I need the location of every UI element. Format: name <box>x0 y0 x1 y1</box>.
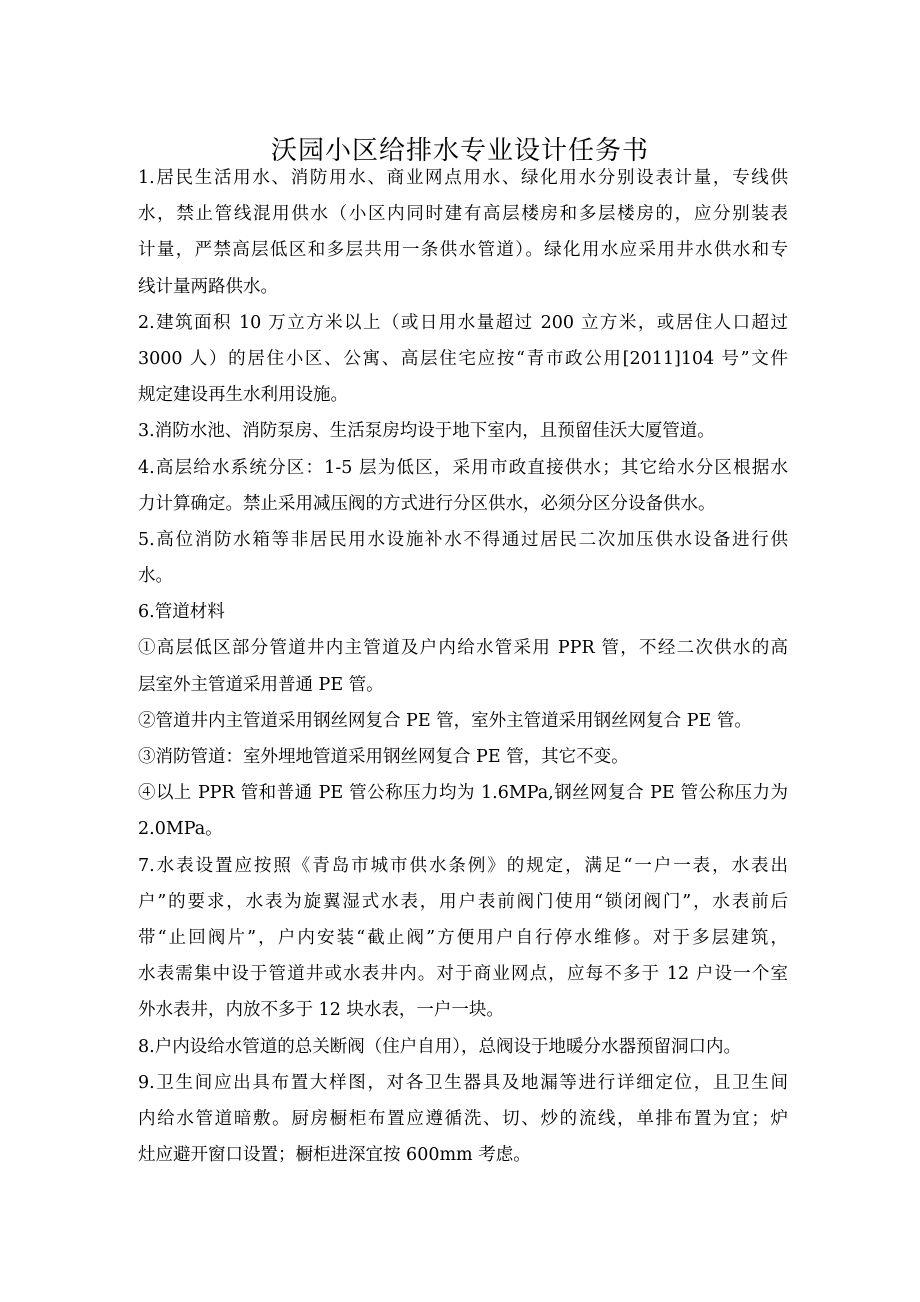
text-line: 3000 人）的居住小区、公寓、高层住宅应按“青市政公用[2011]104 号”文件 <box>138 348 788 369</box>
text-line: 外水表井，内放不多于 12 块水表，一户一块。 <box>138 1000 504 1021</box>
text-line: 灶应避开窗口设置；橱柜进深宜按 600mm 考虑。 <box>138 1145 531 1166</box>
text-line: 2.0MPa。 <box>138 819 223 840</box>
text-line: ③消防管道：室外埋地管道采用钢丝网复合 PE 管，其它不变。 <box>138 747 629 767</box>
text-line: 6.管道材料 <box>138 602 225 623</box>
text-line: 7.水表设置应按照《青岛市城市供水条例》的规定，满足“一户一表，水表出 <box>138 855 788 876</box>
text-line: 户”的要求，水表为旋翼湿式水表，用户表前阀门使用“锁闭阀门”，水表前后 <box>138 891 788 912</box>
text-line: 3.消防水池、消防泵房、生活泵房均设于地下室内，且预留佳沃大厦管道。 <box>138 421 715 442</box>
text-line: 水表需集中设于管道井或水表井内。对于商业网点，应每不多于 12 户设一个室 <box>138 964 788 985</box>
text-line: 水。 <box>138 566 173 587</box>
text-line: 规定建设再生水利用设施。 <box>138 385 348 406</box>
text-line: 2.建筑面积 10 万立方米以上（或日用水量超过 200 立方米，或居住人口超过 <box>138 312 788 333</box>
text-line: ②管道井内主管道采用钢丝网复合 PE 管，室外主管道采用钢丝网复合 PE 管。 <box>138 710 752 731</box>
text-line: 力计算确定。禁止采用减压阀的方式进行分区供水，必须分区分设备供水。 <box>138 493 716 514</box>
text-line: 水，禁止管线混用供水（小区内同时建有高层楼房和多层楼房的，应分别装表 <box>138 204 788 225</box>
text-line: 线计量两路供水。 <box>138 276 278 297</box>
text-line: 内给水管道暗敷。厨房橱柜布置应遵循洗、切、炒的流线，单排布置为宜；炉 <box>138 1108 788 1129</box>
text-line: 1.居民生活用水、消防用水、商业网点用水、绿化用水分别设表计量，专线供 <box>138 168 788 188</box>
text-line: 5.高位消防水箱等非居民用水设施补水不得通过居民二次加压供水设备进行供 <box>138 529 788 550</box>
text-line: 层室外主管道采用普通 PE 管。 <box>138 674 384 695</box>
document-body <box>138 160 788 1173</box>
text-line: ①高层低区部分管道井内主管道及户内给水管采用 PPR 管，不经二次供水的高 <box>138 638 788 659</box>
text-line: 9.卫生间应出具布置大样图，对各卫生器具及地漏等进行详细定位，且卫生间 <box>138 1072 788 1093</box>
text-line: 计量，严禁高层低区和多层共用一条供水管道）。绿化用水应采用井水供水和专 <box>138 240 788 261</box>
text-line: 4.高层给水系统分区：1-5 层为低区，采用市政直接供水；其它给水分区根据水 <box>138 457 788 478</box>
text-line: 8.户内设给水管道的总关断阀（住户自用），总阀设于地暖分水器预留洞口内。 <box>138 1036 741 1057</box>
document-title: 沃园小区给排水专业设计任务书 <box>270 136 649 167</box>
text-line: 带“止回阀片”，户内安装“截止阀”方便用户自行停水维修。对于多层建筑， <box>138 927 788 948</box>
text-line: ④以上 PPR 管和普通 PE 管公称压力均为 1.6MPa,钢丝网复合 PE 管公称压力为 <box>138 783 788 804</box>
